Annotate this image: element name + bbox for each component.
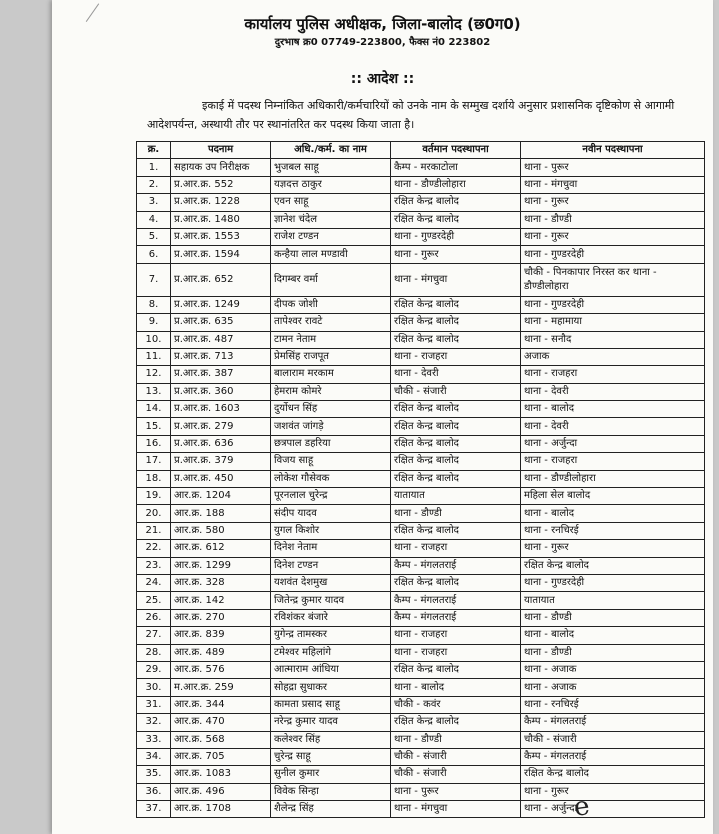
cell-new-posting: थाना - रनचिरई [521, 522, 705, 539]
cell-serial: 22. [137, 540, 171, 557]
table-row [137, 331, 705, 348]
cell-designation: आर.क्र. 576 [171, 661, 271, 678]
cell-serial: 25. [137, 592, 171, 609]
table-row [137, 679, 705, 696]
cell-name: टमेश्वर महिलांगे [271, 644, 391, 661]
table-row [137, 783, 705, 800]
table-row [137, 194, 705, 211]
cell-serial: 2. [137, 176, 171, 193]
cell-current-posting: चौकी - संजारी [391, 748, 521, 765]
cell-designation: प्र.आर.क्र. 279 [171, 418, 271, 435]
cell-current-posting: चौकी - संजारी [391, 766, 521, 783]
cell-current-posting: थाना - राजहरा [391, 644, 521, 661]
table-row [137, 540, 705, 557]
table-row [137, 557, 705, 574]
cell-serial: 14. [137, 401, 171, 418]
cell-serial: 33. [137, 731, 171, 748]
cell-current-posting: कैम्प - मंगलतराई [391, 592, 521, 609]
order-heading: :: आदेश :: [350, 71, 415, 87]
cell-current-posting: रक्षित केन्द्र बालोद [391, 522, 521, 539]
table-body [137, 159, 705, 818]
cell-serial: 15. [137, 418, 171, 435]
table-row [137, 211, 705, 228]
cell-current-posting: थाना - डौण्डी [391, 505, 521, 522]
cell-designation: प्र.आर.क्र. 1594 [171, 246, 271, 263]
cell-serial: 11. [137, 348, 171, 365]
cell-current-posting: थाना - बालोद [391, 679, 521, 696]
cell-new-posting: थाना - गुण्डरदेही [521, 296, 705, 313]
cell-serial: 23. [137, 557, 171, 574]
cell-serial: 7. [137, 263, 171, 296]
cell-designation: आर.क्र. 142 [171, 592, 271, 609]
cell-serial: 17. [137, 453, 171, 470]
cell-current-posting: रक्षित केन्द्र बालोद [391, 401, 521, 418]
cell-designation: आर.क्र. 470 [171, 714, 271, 731]
cell-new-posting: रक्षित केन्द्र बालोद [521, 766, 705, 783]
cell-name: चुरेन्द्र साहू [271, 748, 391, 765]
table-row [137, 522, 705, 539]
cell-designation: आर.क्र. 568 [171, 731, 271, 748]
cell-name: कन्हैया लाल मण्डावी [271, 246, 391, 263]
table-row [137, 766, 705, 783]
table-row [137, 453, 705, 470]
cell-serial: 20. [137, 505, 171, 522]
cell-serial: 28. [137, 644, 171, 661]
cell-current-posting: यातायात [391, 488, 521, 505]
cell-new-posting: थाना - गुण्डरदेही [521, 574, 705, 591]
cell-new-posting: थाना - डौण्डी [521, 609, 705, 626]
table-row [137, 435, 705, 452]
cell-designation: आर.क्र. 496 [171, 783, 271, 800]
cell-current-posting: चौकी - कवंर [391, 696, 521, 713]
cell-name: रविशंकर बंजारे [271, 609, 391, 626]
cell-new-posting: थाना - बालोद [521, 401, 705, 418]
table-row [137, 801, 705, 818]
cell-new-posting: थाना - बालोद [521, 505, 705, 522]
cell-serial: 3. [137, 194, 171, 211]
cell-new-posting: चौकी - संजारी [521, 731, 705, 748]
cell-new-posting: थाना - राजहरा [521, 366, 705, 383]
cell-designation: आर.क्र. 328 [171, 574, 271, 591]
cell-designation: प्र.आर.क्र. 1228 [171, 194, 271, 211]
cell-current-posting: रक्षित केन्द्र बालोद [391, 453, 521, 470]
cell-designation: आर.क्र. 839 [171, 627, 271, 644]
transfer-table [136, 141, 705, 818]
cell-designation: आर.क्र. 188 [171, 505, 271, 522]
cell-serial: 9. [137, 314, 171, 331]
cell-designation: आर.क्र. 344 [171, 696, 271, 713]
cell-new-posting: थाना - डौण्डी [521, 644, 705, 661]
table-row [137, 661, 705, 678]
cell-new-posting: थाना - महामाया [521, 314, 705, 331]
table-row [137, 609, 705, 626]
cell-serial: 4. [137, 211, 171, 228]
table-row [137, 383, 705, 400]
cell-current-posting: रक्षित केन्द्र बालोद [391, 661, 521, 678]
cell-name: यज्ञदत्त ठाकुर [271, 176, 391, 193]
cell-current-posting: रक्षित केन्द्र बालोद [391, 194, 521, 211]
table-row [137, 488, 705, 505]
cell-name: ज्ञानेश चंदेल [271, 211, 391, 228]
cell-name: दिनेश टण्डन [271, 557, 391, 574]
cell-name: सोहद्रा सुधाकर [271, 679, 391, 696]
cell-designation: आर.क्र. 1204 [171, 488, 271, 505]
cell-name: पूरनलाल चुरेन्द्र [271, 488, 391, 505]
table-row [137, 314, 705, 331]
cell-designation: आर.क्र. 270 [171, 609, 271, 626]
cell-new-posting: कैम्प - मंगलतराई [521, 714, 705, 731]
cell-new-posting: अजाक [521, 348, 705, 365]
table-row [137, 696, 705, 713]
cell-serial: 24. [137, 574, 171, 591]
cell-new-posting: चौकी - पिनकापार निरस्त कर थाना - डौण्डीलोहारा [521, 263, 705, 296]
cell-current-posting: थाना - राजहरा [391, 540, 521, 557]
table-row [137, 263, 705, 296]
cell-designation: आर.क्र. 612 [171, 540, 271, 557]
cell-new-posting: थाना - गुरूर [521, 194, 705, 211]
cell-serial: 19. [137, 488, 171, 505]
cell-name: तापेश्वर रावटे [271, 314, 391, 331]
cell-name: दिनेश नेताम [271, 540, 391, 557]
cell-new-posting: थाना - गुरूर [521, 783, 705, 800]
cell-current-posting: रक्षित केन्द्र बालोद [391, 714, 521, 731]
cell-name: आत्माराम आंधिया [271, 661, 391, 678]
cell-new-posting: थाना - पुरूर [521, 159, 705, 176]
cell-designation: प्र.आर.क्र. 387 [171, 366, 271, 383]
cell-current-posting: थाना - राजहरा [391, 348, 521, 365]
cell-serial: 21. [137, 522, 171, 539]
cell-name: जितेन्द्र कुमार यादव [271, 592, 391, 609]
cell-name: कामता प्रसाद साहू [271, 696, 391, 713]
cell-designation: प्र.आर.क्र. 635 [171, 314, 271, 331]
cell-serial: 32. [137, 714, 171, 731]
cell-name: नरेन्द्र कुमार यादव [271, 714, 391, 731]
cell-new-posting: थाना - राजहरा [521, 453, 705, 470]
table-row [137, 159, 705, 176]
table-row [137, 714, 705, 731]
cell-designation: आर.क्र. 489 [171, 644, 271, 661]
cell-designation: आर.क्र. 1708 [171, 801, 271, 818]
table-row [137, 366, 705, 383]
cell-name: टामन नेताम [271, 331, 391, 348]
col-header-current-posting: वर्तमान पदस्थापना [391, 142, 521, 159]
table-row [137, 401, 705, 418]
cell-current-posting: रक्षित केन्द्र बालोद [391, 470, 521, 487]
cell-current-posting: थाना - पुरूर [391, 783, 521, 800]
cell-current-posting: कैम्प - मंगलतराई [391, 557, 521, 574]
cell-new-posting: यातायात [521, 592, 705, 609]
cell-new-posting: थाना - डौण्डीलोहारा [521, 470, 705, 487]
cell-name: युगेन्द्र तामस्कर [271, 627, 391, 644]
table-row [137, 644, 705, 661]
cell-designation: प्र.आर.क्र. 1249 [171, 296, 271, 313]
cell-designation: प्र.आर.क्र. 360 [171, 383, 271, 400]
table-row [137, 246, 705, 263]
cell-serial: 37. [137, 801, 171, 818]
cell-new-posting: थाना - डौण्डी [521, 211, 705, 228]
col-header-serial: क्र. [137, 142, 171, 159]
col-header-new-posting: नवीन पदस्थापना [521, 142, 705, 159]
cell-designation: सहायक उप निरीक्षक [171, 159, 271, 176]
cell-name: हेमराम कोमरे [271, 383, 391, 400]
office-title: कार्यालय पुलिस अधीक्षक, जिला-बालोद (छ0ग0) [244, 15, 521, 33]
table-header-row [137, 142, 705, 159]
handwritten-initial: e [571, 791, 592, 823]
cell-designation: प्र.आर.क्र. 450 [171, 470, 271, 487]
cell-serial: 18. [137, 470, 171, 487]
cell-current-posting: रक्षित केन्द्र बालोद [391, 296, 521, 313]
cell-designation: प्र.आर.क्र. 713 [171, 348, 271, 365]
cell-designation: आर.क्र. 1083 [171, 766, 271, 783]
cell-new-posting: थाना - बालोद [521, 627, 705, 644]
cell-current-posting: रक्षित केन्द्र बालोद [391, 331, 521, 348]
table-row [137, 505, 705, 522]
cell-serial: 29. [137, 661, 171, 678]
cell-serial: 1. [137, 159, 171, 176]
cell-name: संदीप यादव [271, 505, 391, 522]
cell-new-posting: थाना - अजाक [521, 679, 705, 696]
cell-name: दिगम्बर वर्मा [271, 263, 391, 296]
cell-name: जशवंत जांगड़े [271, 418, 391, 435]
cell-serial: 34. [137, 748, 171, 765]
cell-name: बालाराम मरकाम [271, 366, 391, 383]
cell-serial: 6. [137, 246, 171, 263]
cell-serial: 36. [137, 783, 171, 800]
cell-new-posting: थाना - मंगचुवा [521, 176, 705, 193]
cell-name: युगल किशोर [271, 522, 391, 539]
cell-new-posting: महिला सेल बालोद [521, 488, 705, 505]
cell-current-posting: रक्षित केन्द्र बालोद [391, 314, 521, 331]
cell-current-posting: थाना - मंगचुवा [391, 263, 521, 296]
cell-designation: प्र.आर.क्र. 487 [171, 331, 271, 348]
cell-current-posting: थाना - डौण्डीलोहारा [391, 176, 521, 193]
cell-name: विवेक सिन्हा [271, 783, 391, 800]
cell-designation: आर.क्र. 705 [171, 748, 271, 765]
cell-name: छत्रपाल डहरिया [271, 435, 391, 452]
cell-serial: 26. [137, 609, 171, 626]
cell-designation: आर.क्र. 1299 [171, 557, 271, 574]
cell-name: शैलेन्द्र सिंह [271, 801, 391, 818]
cell-new-posting: थाना - रनचिरई [521, 696, 705, 713]
cell-current-posting: रक्षित केन्द्र बालोद [391, 574, 521, 591]
cell-designation: प्र.आर.क्र. 636 [171, 435, 271, 452]
cell-serial: 30. [137, 679, 171, 696]
table-row [137, 228, 705, 245]
cell-current-posting: कैम्प - मरकाटोला [391, 159, 521, 176]
cell-serial: 16. [137, 435, 171, 452]
table-row [137, 592, 705, 609]
cell-designation: प्र.आर.क्र. 1480 [171, 211, 271, 228]
cell-name: सुनील कुमार [271, 766, 391, 783]
col-header-name: अधि./कर्म. का नाम [271, 142, 391, 159]
cell-name: दुर्योधन सिंह [271, 401, 391, 418]
cell-designation: प्र.आर.क्र. 552 [171, 176, 271, 193]
cell-current-posting: थाना - गुण्डरदेही [391, 228, 521, 245]
cell-current-posting: थाना - गुरूर [391, 246, 521, 263]
cell-name: कलेश्वर सिंह [271, 731, 391, 748]
cell-designation: प्र.आर.क्र. 652 [171, 263, 271, 296]
cell-designation: प्र.आर.क्र. 379 [171, 453, 271, 470]
cell-new-posting: थाना - अजाक [521, 661, 705, 678]
cell-serial: 35. [137, 766, 171, 783]
cell-new-posting: थाना - देवरी [521, 383, 705, 400]
table-row [137, 418, 705, 435]
cell-current-posting: रक्षित केन्द्र बालोद [391, 435, 521, 452]
cell-new-posting: थाना - गुरूर [521, 540, 705, 557]
cell-new-posting: थाना - अर्जुन्दा [521, 435, 705, 452]
cell-designation: आर.क्र. 580 [171, 522, 271, 539]
cell-new-posting: थाना - सनौद [521, 331, 705, 348]
cell-name: लोकेश गौसेवक [271, 470, 391, 487]
cell-designation: प्र.आर.क्र. 1603 [171, 401, 271, 418]
cell-new-posting: रक्षित केन्द्र बालोद [521, 557, 705, 574]
cell-designation: म.आर.क्र. 259 [171, 679, 271, 696]
cell-name: राजेश टण्डन [271, 228, 391, 245]
table-row [137, 176, 705, 193]
cell-serial: 5. [137, 228, 171, 245]
cell-new-posting: थाना - गुण्डरदेही [521, 246, 705, 263]
cell-name: विजय साहू [271, 453, 391, 470]
office-contact: दुरभाष क्र0 07749-223800, फैक्स नं0 223802 [274, 37, 491, 48]
cell-serial: 12. [137, 366, 171, 383]
cell-current-posting: थाना - मंगचुवा [391, 801, 521, 818]
cell-current-posting: कैम्प - मंगलतराई [391, 609, 521, 626]
table-row [137, 731, 705, 748]
cell-name: भुजबल साहू [271, 159, 391, 176]
cell-serial: 13. [137, 383, 171, 400]
table-row [137, 296, 705, 313]
cell-current-posting: चौकी - संजारी [391, 383, 521, 400]
cell-designation: प्र.आर.क्र. 1553 [171, 228, 271, 245]
cell-current-posting: थाना - राजहरा [391, 627, 521, 644]
cell-current-posting: रक्षित केन्द्र बालोद [391, 211, 521, 228]
cell-name: प्रेमसिंह राजपूत [271, 348, 391, 365]
table-row [137, 627, 705, 644]
cell-new-posting: थाना - अर्जुन्दा [521, 801, 705, 818]
cell-serial: 10. [137, 331, 171, 348]
cell-current-posting: थाना - देवरी [391, 366, 521, 383]
cell-new-posting: थाना - गुरूर [521, 228, 705, 245]
intro-paragraph: इकाई में पदस्थ निम्नांकित अधिकारी/कर्मचारियों को उनके नाम के सम्मुख दर्शाये अनुसार प्रशासनिक दृष्टिकोण से आगामी आदेशपर्यन्त, अस्थायी तौर पर स्थानांतरित कर पदस्थ किया जाता है। [147, 99, 675, 131]
cell-serial: 8. [137, 296, 171, 313]
table-row [137, 748, 705, 765]
document-page [52, 0, 713, 834]
table-row [137, 574, 705, 591]
cell-name: एवन साहू [271, 194, 391, 211]
cell-current-posting: थाना - डौण्डी [391, 731, 521, 748]
cell-new-posting: कैम्प - मंगलतराई [521, 748, 705, 765]
col-header-designation: पदनाम [171, 142, 271, 159]
table-row [137, 348, 705, 365]
cell-new-posting: थाना - देवरी [521, 418, 705, 435]
table-row [137, 470, 705, 487]
cell-name: यशवंत देशमुख [271, 574, 391, 591]
cell-serial: 31. [137, 696, 171, 713]
cell-current-posting: रक्षित केन्द्र बालोद [391, 418, 521, 435]
cell-name: दीपक जोशी [271, 296, 391, 313]
cell-serial: 27. [137, 627, 171, 644]
